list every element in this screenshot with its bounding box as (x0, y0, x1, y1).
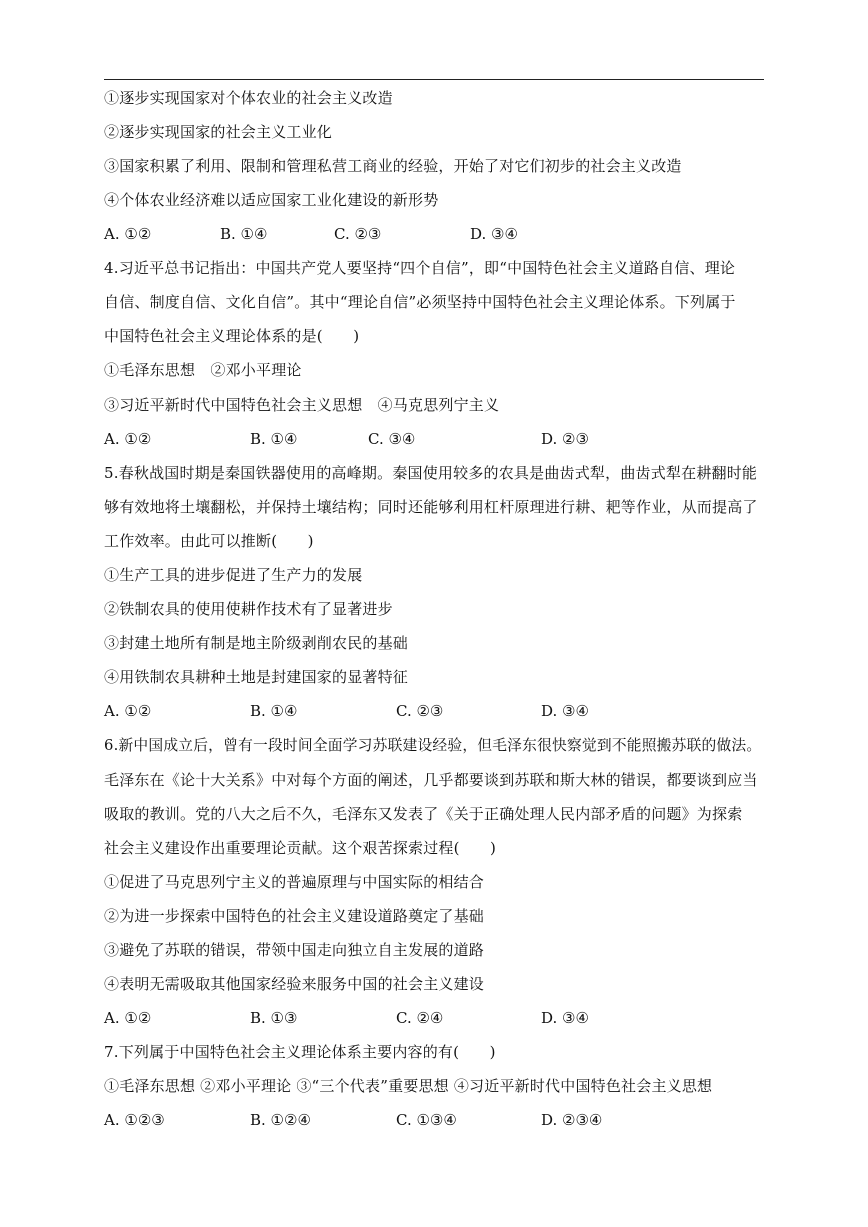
q4-option-c: C. ③④ (368, 430, 416, 448)
q6-stem-line-2: 毛泽东在《论十大关系》中对每个方面的阐述，几乎都要谈到苏联和斯大林的错误，都要谈到应当 (104, 771, 758, 789)
q3-option-a: A. ①② (104, 225, 152, 243)
q4-stem-line-2: 自信、制度自信、文化自信”。其中“理论自信”必须坚持中国特色社会主义理论体系。下列属于 (104, 293, 736, 311)
q5-item-3: ③封建土地所有制是地主阶级剥削农民的基础 (104, 634, 409, 652)
q5-item-4: ④用铁制农具耕种土地是封建国家的显著特征 (104, 668, 409, 686)
q7-stem-line-1: 7.下列属于中国特色社会主义理论体系主要内容的有( ) (104, 1043, 496, 1061)
q4-option-b: B. ①④ (250, 430, 298, 448)
q4-item-2: ③习近平新时代中国特色社会主义思想 ④马克思列宁主义 (104, 396, 500, 414)
q6-stem-line-1: 6.新中国成立后，曾有一段时间全面学习苏联建设经验，但毛泽东很快察觉到不能照搬苏联的做法。 (104, 737, 762, 754)
q6-option-d: D. ③④ (541, 1009, 589, 1027)
header-rule (104, 79, 764, 80)
q5-stem-line-2: 够有效地将土壤翻松，并保持土壤结构；同时还能够利用杠杆原理进行耕、耙等作业，从而提高了 (104, 498, 758, 516)
q6-item-4: ④表明无需吸取其他国家经验来服务中国的社会主义建设 (104, 975, 485, 993)
q4-item-1: ①毛泽东思想 ②邓小平理论 (104, 361, 302, 379)
q3-item-2: ②逐步实现国家的社会主义工业化 (104, 123, 333, 141)
q3-option-d: D. ③④ (470, 225, 518, 243)
q5-option-c: C. ②③ (396, 702, 444, 720)
q5-option-d: D. ③④ (541, 702, 589, 720)
q3-item-3: ③国家积累了利用、限制和管理私营工商业的经验，开始了对它们初步的社会主义改造 (104, 157, 682, 175)
q6-stem-line-3: 吸取的教训。党的八大之后不久，毛泽东又发表了《关于正确处理人民内部矛盾的问题》为探索 (104, 805, 743, 823)
q3-option-c: C. ②③ (334, 225, 382, 243)
q6-option-b: B. ①③ (250, 1009, 298, 1027)
q5-item-2: ②铁制农具的使用使耕作技术有了显著进步 (104, 600, 393, 618)
q5-stem-line-3: 工作效率。由此可以推断( ) (104, 532, 314, 550)
q6-item-3: ③避免了苏联的错误，带领中国走向独立自主发展的道路 (104, 941, 485, 959)
q6-option-a: A. ①② (104, 1009, 152, 1027)
q6-stem-line-4: 社会主义建设作出重要理论贡献。这个艰苦探索过程( ) (104, 839, 497, 857)
q7-option-d: D. ②③④ (541, 1111, 603, 1129)
q5-option-a: A. ①② (104, 702, 152, 720)
q4-option-d: D. ②③ (541, 430, 589, 448)
q7-option-a: A. ①②③ (104, 1111, 165, 1129)
q3-item-1: ①逐步实现国家对个体农业的社会主义改造 (104, 89, 393, 107)
q4-stem-line-3: 中国特色社会主义理论体系的是( ) (104, 327, 360, 345)
q5-option-b: B. ①④ (250, 702, 298, 720)
q7-option-c: C. ①③④ (396, 1111, 457, 1129)
q6-option-c: C. ②④ (396, 1009, 444, 1027)
q6-item-2: ②为进一步探索中国特色的社会主义建设道路奠定了基础 (104, 907, 485, 925)
q6-item-1: ①促进了马克思列宁主义的普遍原理与中国实际的相结合 (104, 873, 485, 891)
q3-item-4: ④个体农业经济难以适应国家工业化建设的新形势 (104, 191, 439, 209)
q7-option-b: B. ①②④ (250, 1111, 311, 1129)
q3-option-b: B. ①④ (220, 225, 268, 243)
q4-option-a: A. ①② (104, 430, 152, 448)
q7-item-1: ①毛泽东思想 ②邓小平理论 ③“三个代表”重要思想 ④习近平新时代中国特色社会主义思想 (104, 1077, 713, 1095)
q4-stem-line-1: 4.习近平总书记指出：中国共产党人要坚持“四个自信”，即“中国特色社会主义道路自信、理论 (104, 259, 736, 277)
q5-item-1: ①生产工具的进步促进了生产力的发展 (104, 566, 363, 584)
q5-stem-line-1: 5.春秋战国时期是秦国铁器使用的高峰期。秦国使用较多的农具是曲齿式犁，曲齿式犁在耕翻时能 (104, 464, 758, 482)
